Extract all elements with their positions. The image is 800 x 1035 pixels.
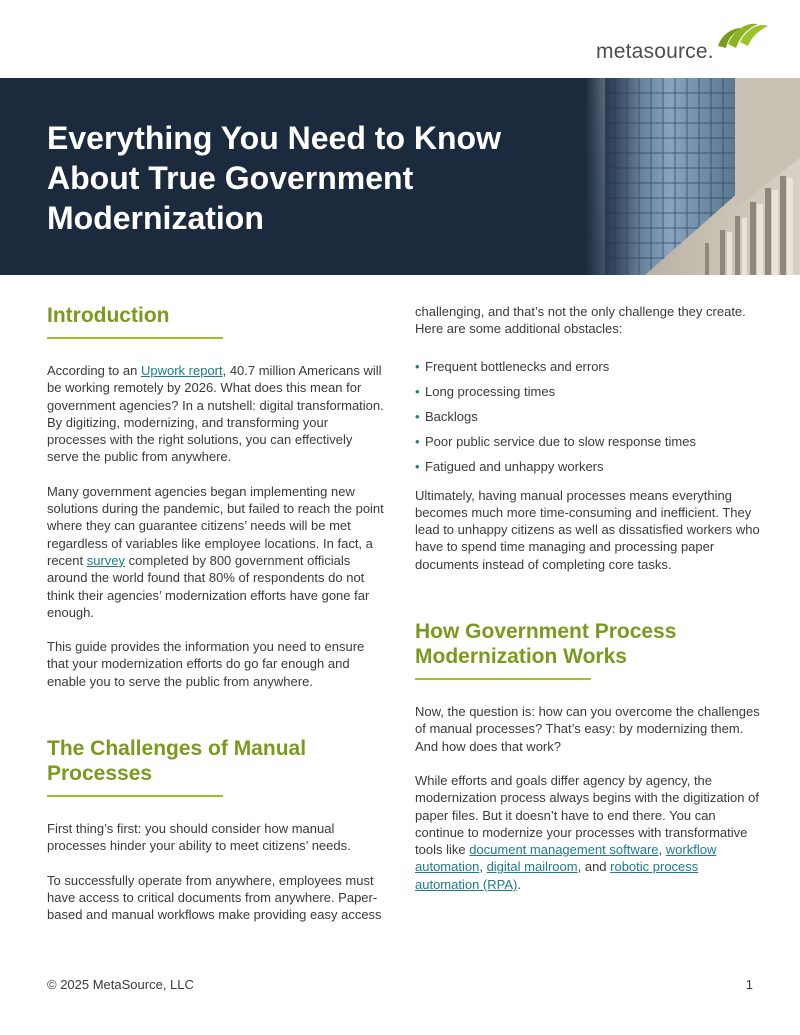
challenges-heading: The Challenges of Manual Processes	[47, 737, 307, 786]
logo-wordmark: metasource.	[596, 40, 714, 63]
obstacles-list	[415, 358, 760, 475]
document-management-software-link[interactable]: document management software	[469, 842, 659, 858]
how-paragraph-1: Now, the question is: how can you overcome the challenges of manual processes? That’s easy: by modernizing them. And how does that work?	[415, 704, 760, 754]
rpa-link[interactable]: robotic process automation (RPA)	[415, 859, 699, 892]
challenges-heading-rule	[47, 795, 223, 797]
title-line-1: Everything You Need to Know	[47, 120, 501, 156]
intro-paragraph-2: Many government agencies began implementing new solutions during the pandemic, but failed to reach the point where they can guarantee citizens’ needs will be met regardless of variables like employee locations. In fact, a recent survey completed by 800 government officials around the world found that 80% of respondents do not think their agencies’ modernization efforts have gone far enough.	[47, 483, 384, 620]
list-item: • Long processing times	[415, 383, 556, 399]
intro-paragraph-1: According to an Upwork report, 40.7 million Americans will be working remotely by 2026. What does this mean for government agencies? In a nutshell: digital transformation. By digitizing, modernizing, and transforming your processes with the right solutions, you can effectively serve the public from anywhere.	[47, 363, 384, 465]
list-item: • Poor public service due to slow response times	[415, 433, 696, 449]
left-column	[47, 303, 385, 924]
bullet-icon: •	[415, 358, 420, 374]
bullet-icon: •	[415, 458, 420, 474]
workflow-automation-link[interactable]: workflow automation	[415, 842, 717, 875]
challenges-paragraph-2-continued: challenging, and that’s not the only challenge they create. Here are some additional obstacles:	[415, 304, 746, 337]
footer-copyright: © 2025 MetaSource, LLC	[47, 977, 194, 992]
how-heading: How Government Process Modernization Works	[415, 620, 677, 669]
challenges-paragraph-1: First thing’s first: you should consider how manual processes hinder your ability to meet citizens’ needs.	[47, 821, 351, 854]
how-paragraph-2: While efforts and goals differ agency by agency, the modernization process always begins with the digitization of paper files. But it doesn’t have to end there. You can continue to modernize your processes with transformative tools like document management software, workflow automation, digital mailroom, and robotic process automation (RPA).	[415, 772, 759, 892]
list-item: • Frequent bottlenecks and errors	[415, 358, 610, 374]
bullet-icon: •	[415, 383, 420, 399]
building-photo	[585, 78, 800, 275]
title-line-2: About True Government	[47, 160, 414, 196]
page-title	[47, 118, 567, 238]
bullet-icon: •	[415, 408, 420, 424]
right-column	[415, 303, 760, 893]
challenges-paragraph-2: To successfully operate from anywhere, employees must have access to critical documents from anywhere. Paper-based and manual workflows make providing easy access	[47, 872, 382, 923]
bullet-icon: •	[415, 433, 420, 449]
metasource-leaf-icon	[714, 16, 770, 52]
upwork-report-link[interactable]: Upwork report	[140, 363, 223, 378]
how-heading-rule	[415, 678, 591, 680]
survey-link[interactable]: survey	[86, 552, 126, 568]
title-line-3: Modernization	[47, 200, 264, 236]
introduction-heading: Introduction	[47, 304, 170, 327]
metasource-logo	[596, 14, 786, 64]
digital-mailroom-link[interactable]: digital mailroom	[486, 859, 578, 875]
list-item: • Fatigued and unhappy workers	[415, 458, 604, 474]
list-item: • Backlogs	[415, 408, 478, 424]
page-number: 1	[745, 977, 753, 992]
hero-banner	[0, 78, 800, 275]
introduction-heading-rule	[47, 337, 223, 339]
intro-paragraph-3: This guide provides the information you need to ensure that your modernization efforts do go far enough and enable you to serve the public from anywhere.	[47, 639, 365, 689]
challenges-paragraph-4: Ultimately, having manual processes means everything becomes much more time-consuming and inefficient. They lead to unhappy citizens as well as dissatisfied workers who have to spend time managing and processing paper documents instead of completing core tasks.	[415, 487, 760, 572]
